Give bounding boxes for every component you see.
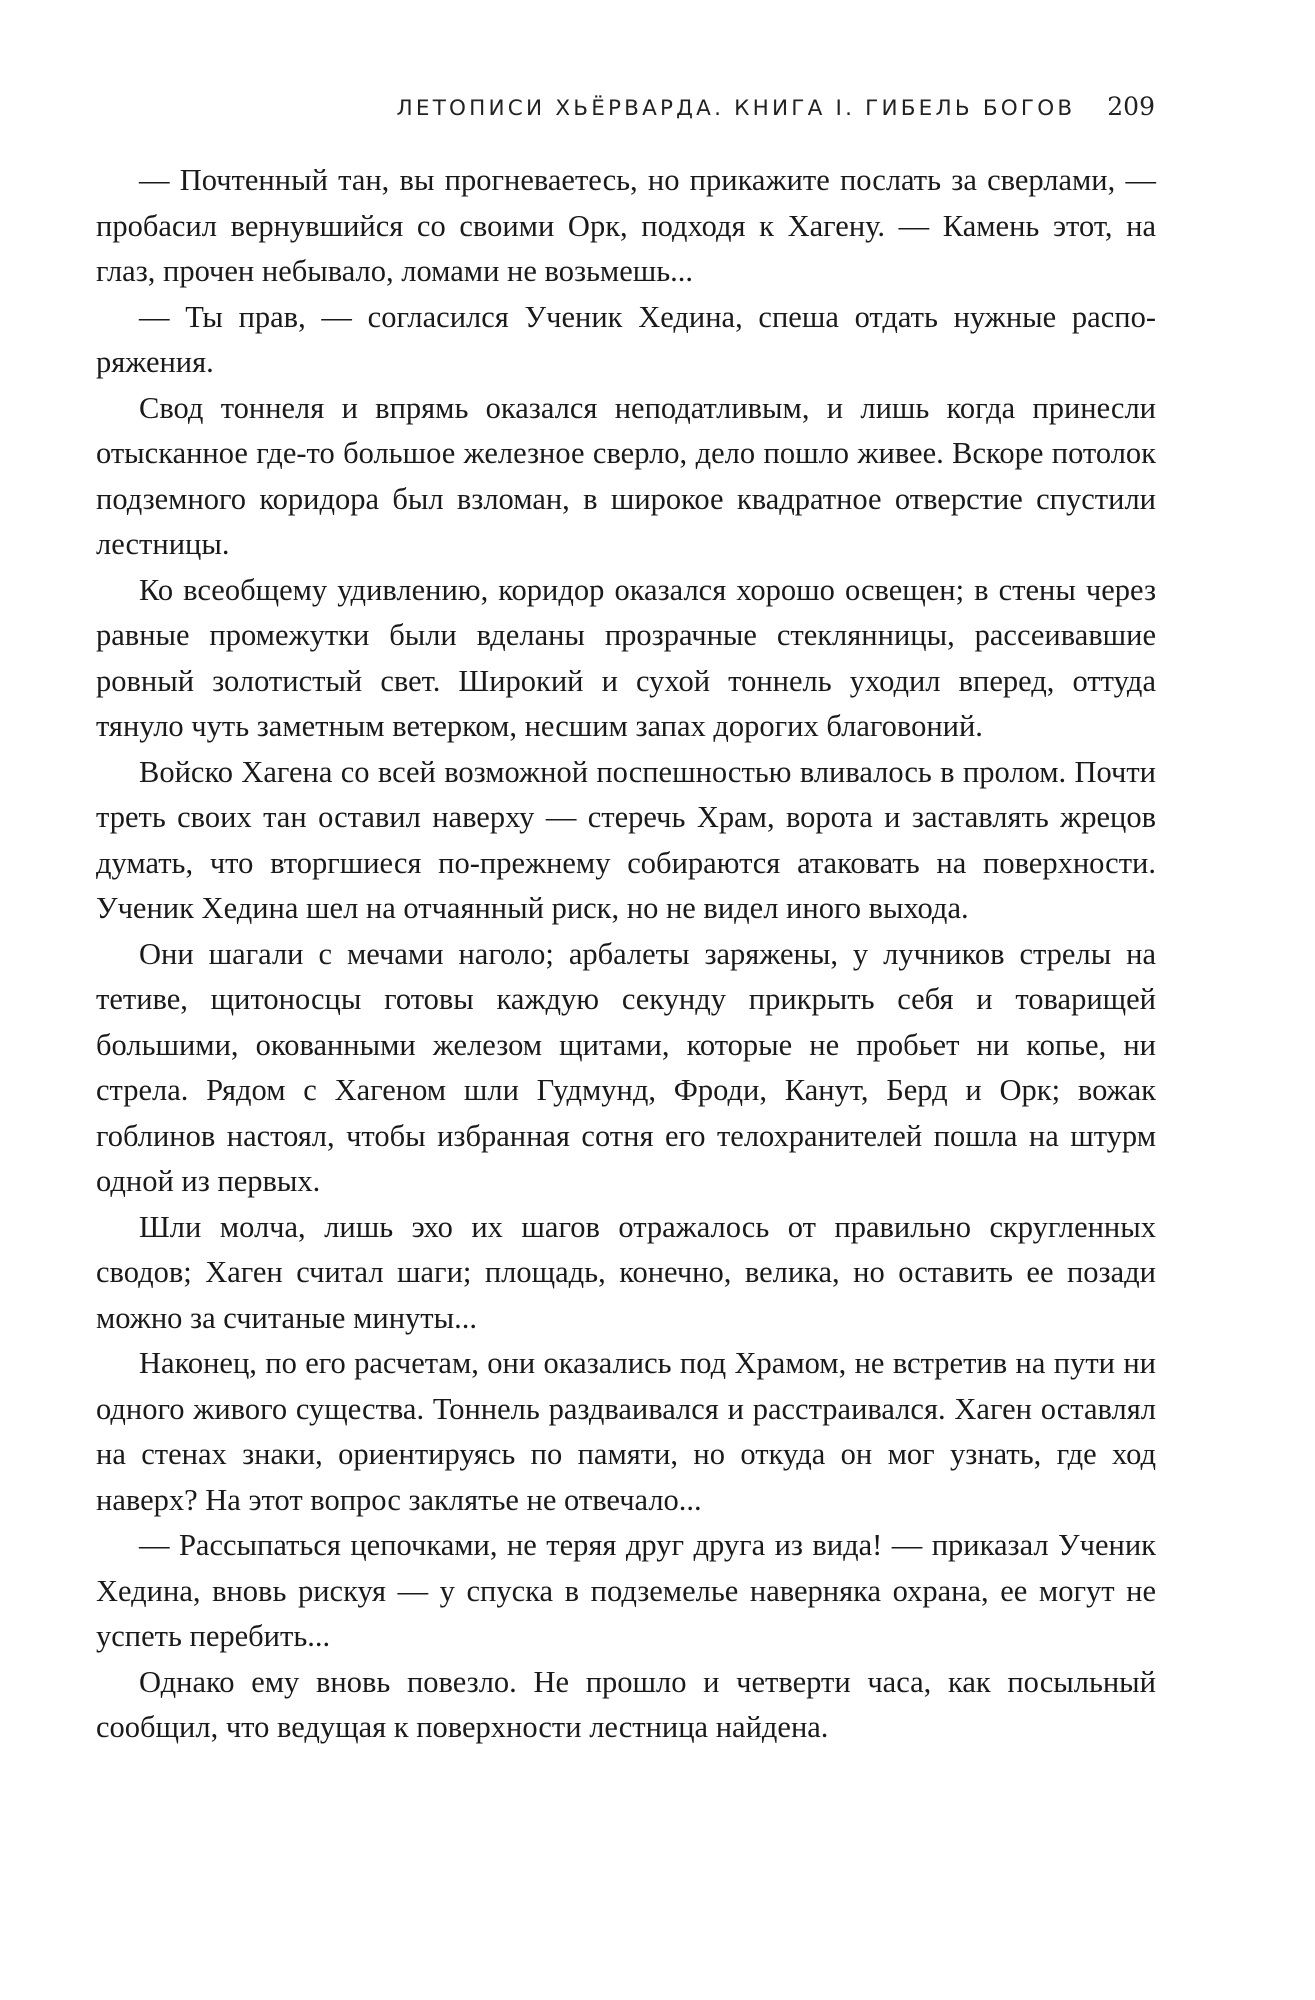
- paragraph: Ко всеобщему удивлению, коридор оказался хорошо освещен; в стены через равные промежутки были вделаны прозрачные стеклянницы, рассеивавшие ровный золотистый свет. Широкий и сухой тоннель уходил вперед, оттуда тянуло чуть заметным ветерком, несшим запах дорогих благовоний.: [96, 572, 1156, 743]
- paragraph: Однако ему вновь повезло. Не прошло и четверти часа, как посыльный сообщил, что ведущая к поверхности лестница найдена.: [96, 1664, 1156, 1744]
- paragraph: Шли молча, лишь эхо их шагов отражалось от правильно скругленных сводов; Хаген считал шаги; площадь, конечно, велика, но оставить ее позади можно за считаные минуты...: [96, 1209, 1156, 1335]
- paragraph: — Рассыпаться цепочками, не теряя друг друга из вида! — приказал Ученик Хедина, вновь рискуя — у спуска в подземелье наверняка охрана, ее могут не успеть перебить...: [96, 1528, 1156, 1653]
- running-header: [96, 92, 1155, 132]
- header-title: ЛЕТОПИСИ ХЬЁРВАРДА. КНИГА I. ГИБЕЛЬ БОГОВ: [396, 96, 1076, 121]
- paragraph: — Ты прав, — согласился Ученик Хедина, спеша отдать нужные распоряжения.: [96, 299, 1156, 379]
- paragraph: Свод тоннеля и впрямь оказался неподатливым, и лишь когда принесли отысканное где-то большое железное сверло, дело пошло живее. Вскоре потолок подземного коридора был взломан, в широкое квадратное отверстие спустили лестницы.: [96, 390, 1156, 561]
- page-number: 209: [1107, 92, 1155, 121]
- paragraph: — Почтенный тан, вы прогневаетесь, но прикажите послать за сверлами, — пробасил вернувшийся со своими Орк, подходя к Хагену. — Камень этот, на глаз, прочен небывало, ломами не возьмешь...: [96, 163, 1156, 288]
- paragraph: Они шагали с мечами наголо; арбалеты заряжены, у лучников стрелы на тетиве, щитоносцы готовы каждую секунду прикрыть себя и товарищей большими, окованными железом щитами, которые не пробьет ни копье, ни стрела. Рядом с Хагеном шли Гудмунд, Фроди, Канут, Берд и Орк; вожак гоблинов настоял, чтобы избранная сотня его телохранителей пошла на штурм одной из первых.: [96, 936, 1156, 1198]
- paragraph: Войско Хагена со всей возможной поспешностью вливалось в пролом. Почти треть своих тан оставил наверху — стеречь Храм, ворота и заставлять жрецов думать, что вторгшиеся по-прежнему собираются атаковать на поверхности. Ученик Хедина шел на отчаянный риск, но не видел иного выхода.: [96, 754, 1156, 925]
- paragraph: Наконец, по его расчетам, они оказались под Храмом, не встретив на пути ни одного живого существа. Тоннель раздваивался и расстраивался. Хаген оставлял на стенах знаки, ориентируясь по памяти, но откуда он мог узнать, где ход наверх? На этот вопрос заклятье не отвечало...: [96, 1346, 1156, 1517]
- text-body: [96, 158, 1156, 1751]
